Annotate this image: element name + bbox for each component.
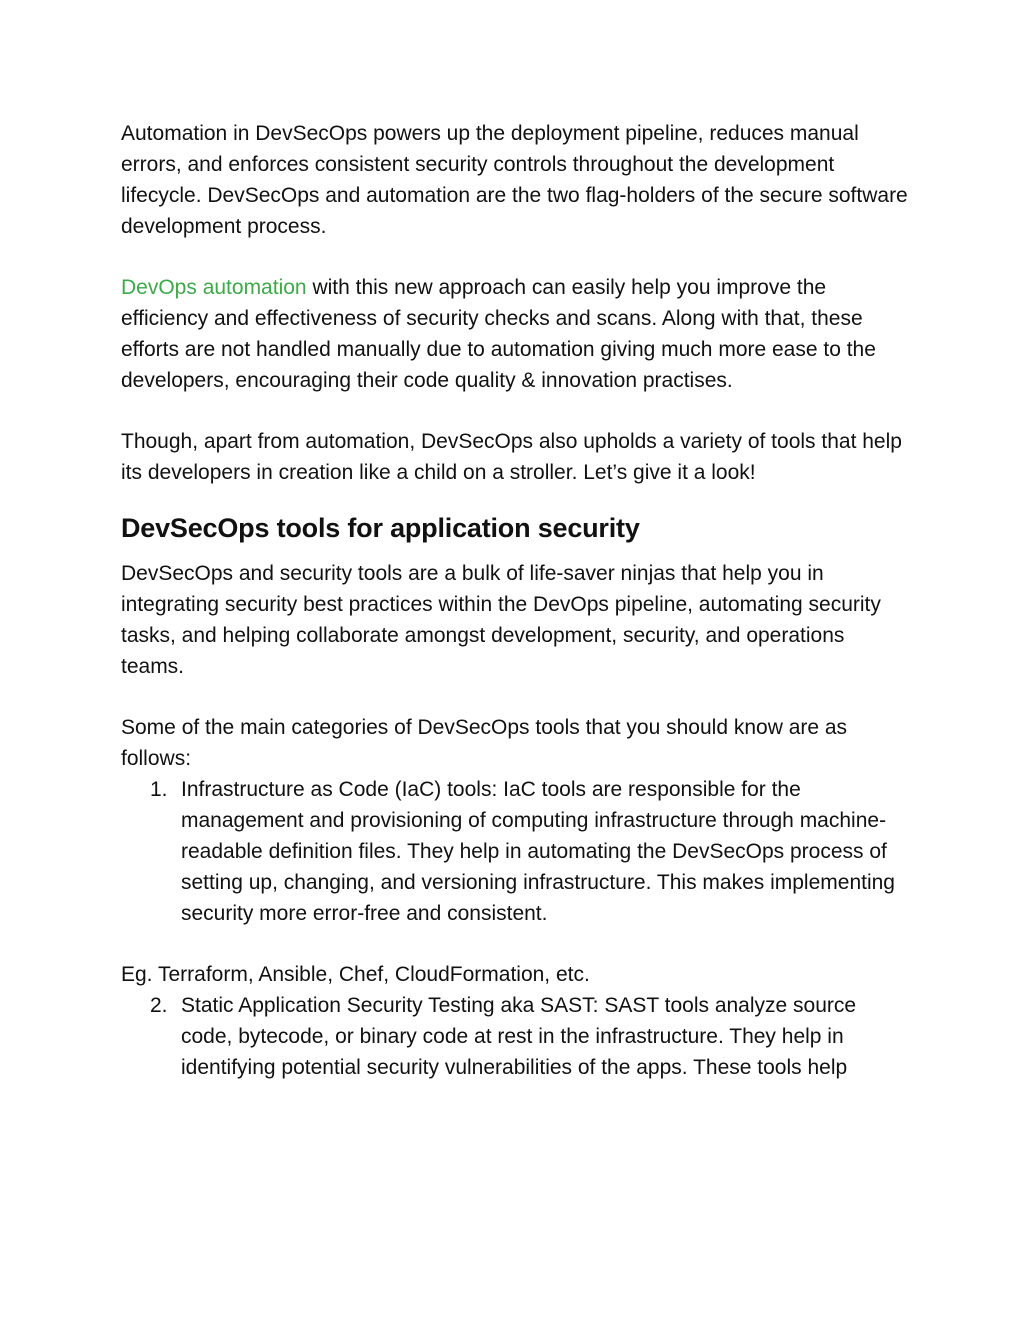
section-paragraph-2: Some of the main categories of DevSecOps tools that you should know are as follows: xyxy=(121,716,848,770)
example-line: Eg. Terraform, Ansible, Chef, CloudFormation, etc. xyxy=(121,963,590,986)
section-paragraph-1: DevSecOps and security tools are a bulk of life-saver ninjas that help you in integrating security best practices within the DevOps pipeline, automating security tasks, and helping collaborate amongst development, security, and operations teams. xyxy=(121,562,881,678)
devops-automation-link[interactable]: DevOps automation xyxy=(121,276,307,299)
intro-paragraph-3: Though, apart from automation, DevSecOps also upholds a variety of tools that help its developers in creation like a child on a stroller. Let’s give it a look! xyxy=(121,430,902,484)
tools-list-1 xyxy=(121,774,911,929)
intro-paragraph-2-text: with this new approach can easily help you improve the efficiency and effectiveness of security checks and scans. Along with that, these efforts are not handled manually due to automation giving much more ease to the developers, encouraging their code quality & innovation practises. xyxy=(121,276,876,392)
section-heading: DevSecOps tools for application security xyxy=(121,513,640,543)
list-item-text: Static Application Security Testing aka SAST: SAST tools analyze source code, bytecode, or binary code at rest in the infrastructure. They help in identifying potential security vulnerabilities of the apps. These tools help xyxy=(181,994,857,1079)
intro-paragraph-2 xyxy=(121,272,911,396)
list-item xyxy=(121,774,911,929)
document-page xyxy=(121,118,911,1083)
list-item-number: 2. xyxy=(150,994,168,1017)
list-item xyxy=(121,990,911,1083)
tools-list-2 xyxy=(121,990,911,1083)
list-item-number: 1. xyxy=(150,778,168,801)
intro-paragraph-1: Automation in DevSecOps powers up the deployment pipeline, reduces manual errors, and enforces consistent security controls throughout the development lifecycle. DevSecOps and automation are the two flag-holders of the secure software development process. xyxy=(121,122,908,238)
list-item-text: Infrastructure as Code (IaC) tools: IaC tools are responsible for the management and provisioning of computing infrastructure through machine-readable definition files. They help in automating the DevSecOps process of setting up, changing, and versioning infrastructure. This makes implementing security more error-free and consistent. xyxy=(181,778,895,925)
